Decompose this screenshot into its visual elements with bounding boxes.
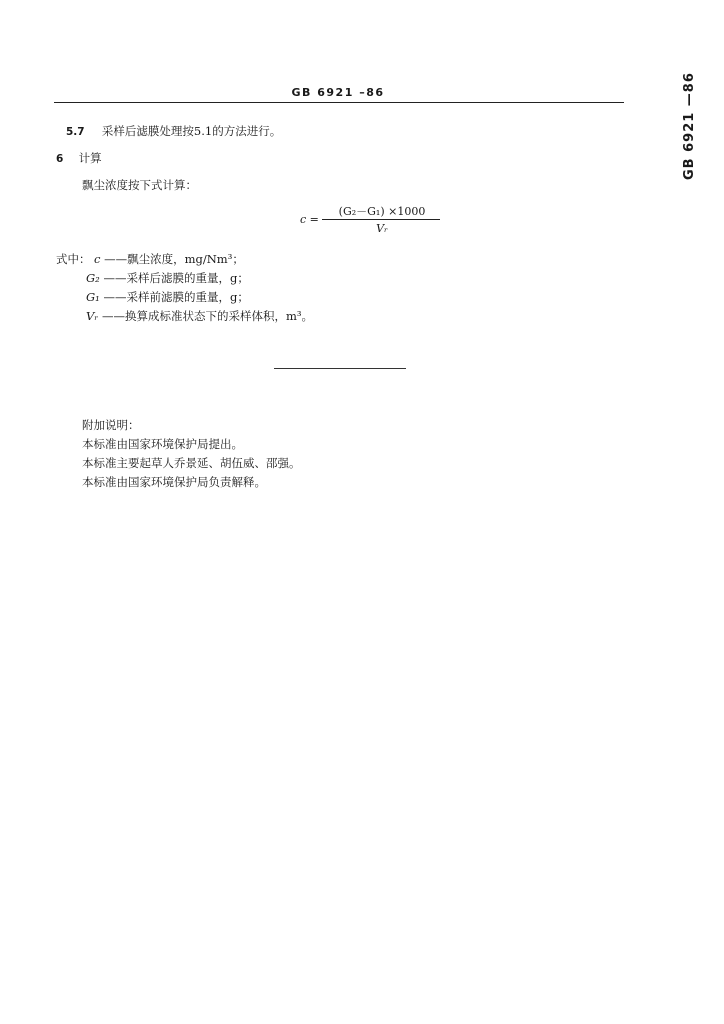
- notes-line: 本标准由国家环境保护局负责解释。: [82, 475, 266, 489]
- section-number: 6: [56, 153, 64, 165]
- standard-header: GB 6921 –86: [291, 86, 385, 99]
- where-item: [94, 251, 244, 267]
- variable-symbol: c: [94, 252, 101, 266]
- where-item: [86, 308, 313, 324]
- where-item: [86, 289, 249, 305]
- variable-desc: ——换算成标准状态下的采样体积，m³。: [101, 309, 313, 323]
- where-prefix: 式中：: [56, 252, 91, 266]
- where-item: [86, 270, 249, 286]
- variable-symbol: G₁: [86, 290, 100, 304]
- variable-desc: ——采样前滤膜的重量，g；: [103, 290, 249, 304]
- end-of-text-rule: [274, 368, 406, 369]
- notes-line: 本标准主要起草人乔景延、胡伍威、邵强。: [82, 456, 301, 470]
- variable-symbol: Vᵣ: [86, 309, 99, 323]
- fraction-bar: [322, 219, 440, 220]
- variable-desc: ——飘尘浓度，mg/Nm³；: [104, 252, 244, 266]
- section-6-heading: [56, 150, 102, 166]
- variable-desc: ——采样后滤膜的重量，g；: [103, 271, 249, 285]
- variable-symbol: G₂: [86, 271, 100, 285]
- intro-text: 飘尘浓度按下式计算：: [82, 178, 197, 192]
- notes-line: 本标准由国家环境保护局提出。: [82, 437, 243, 451]
- formula: [300, 203, 450, 239]
- formula-lhs: c =: [300, 213, 319, 226]
- formula-numerator: (G₂－G₁) ×1000: [338, 205, 426, 218]
- side-standard-code: GB 6921 —86: [682, 72, 697, 180]
- section-5-7: [66, 123, 281, 139]
- section-number: 5.7: [66, 126, 85, 138]
- section-text: 采样后滤膜处理按5.1的方法进行。: [101, 124, 282, 138]
- formula-denominator: Vᵣ: [376, 222, 388, 235]
- notes-title: 附加说明：: [82, 418, 140, 432]
- section-title: 计算: [78, 151, 102, 165]
- header-rule: [54, 102, 624, 103]
